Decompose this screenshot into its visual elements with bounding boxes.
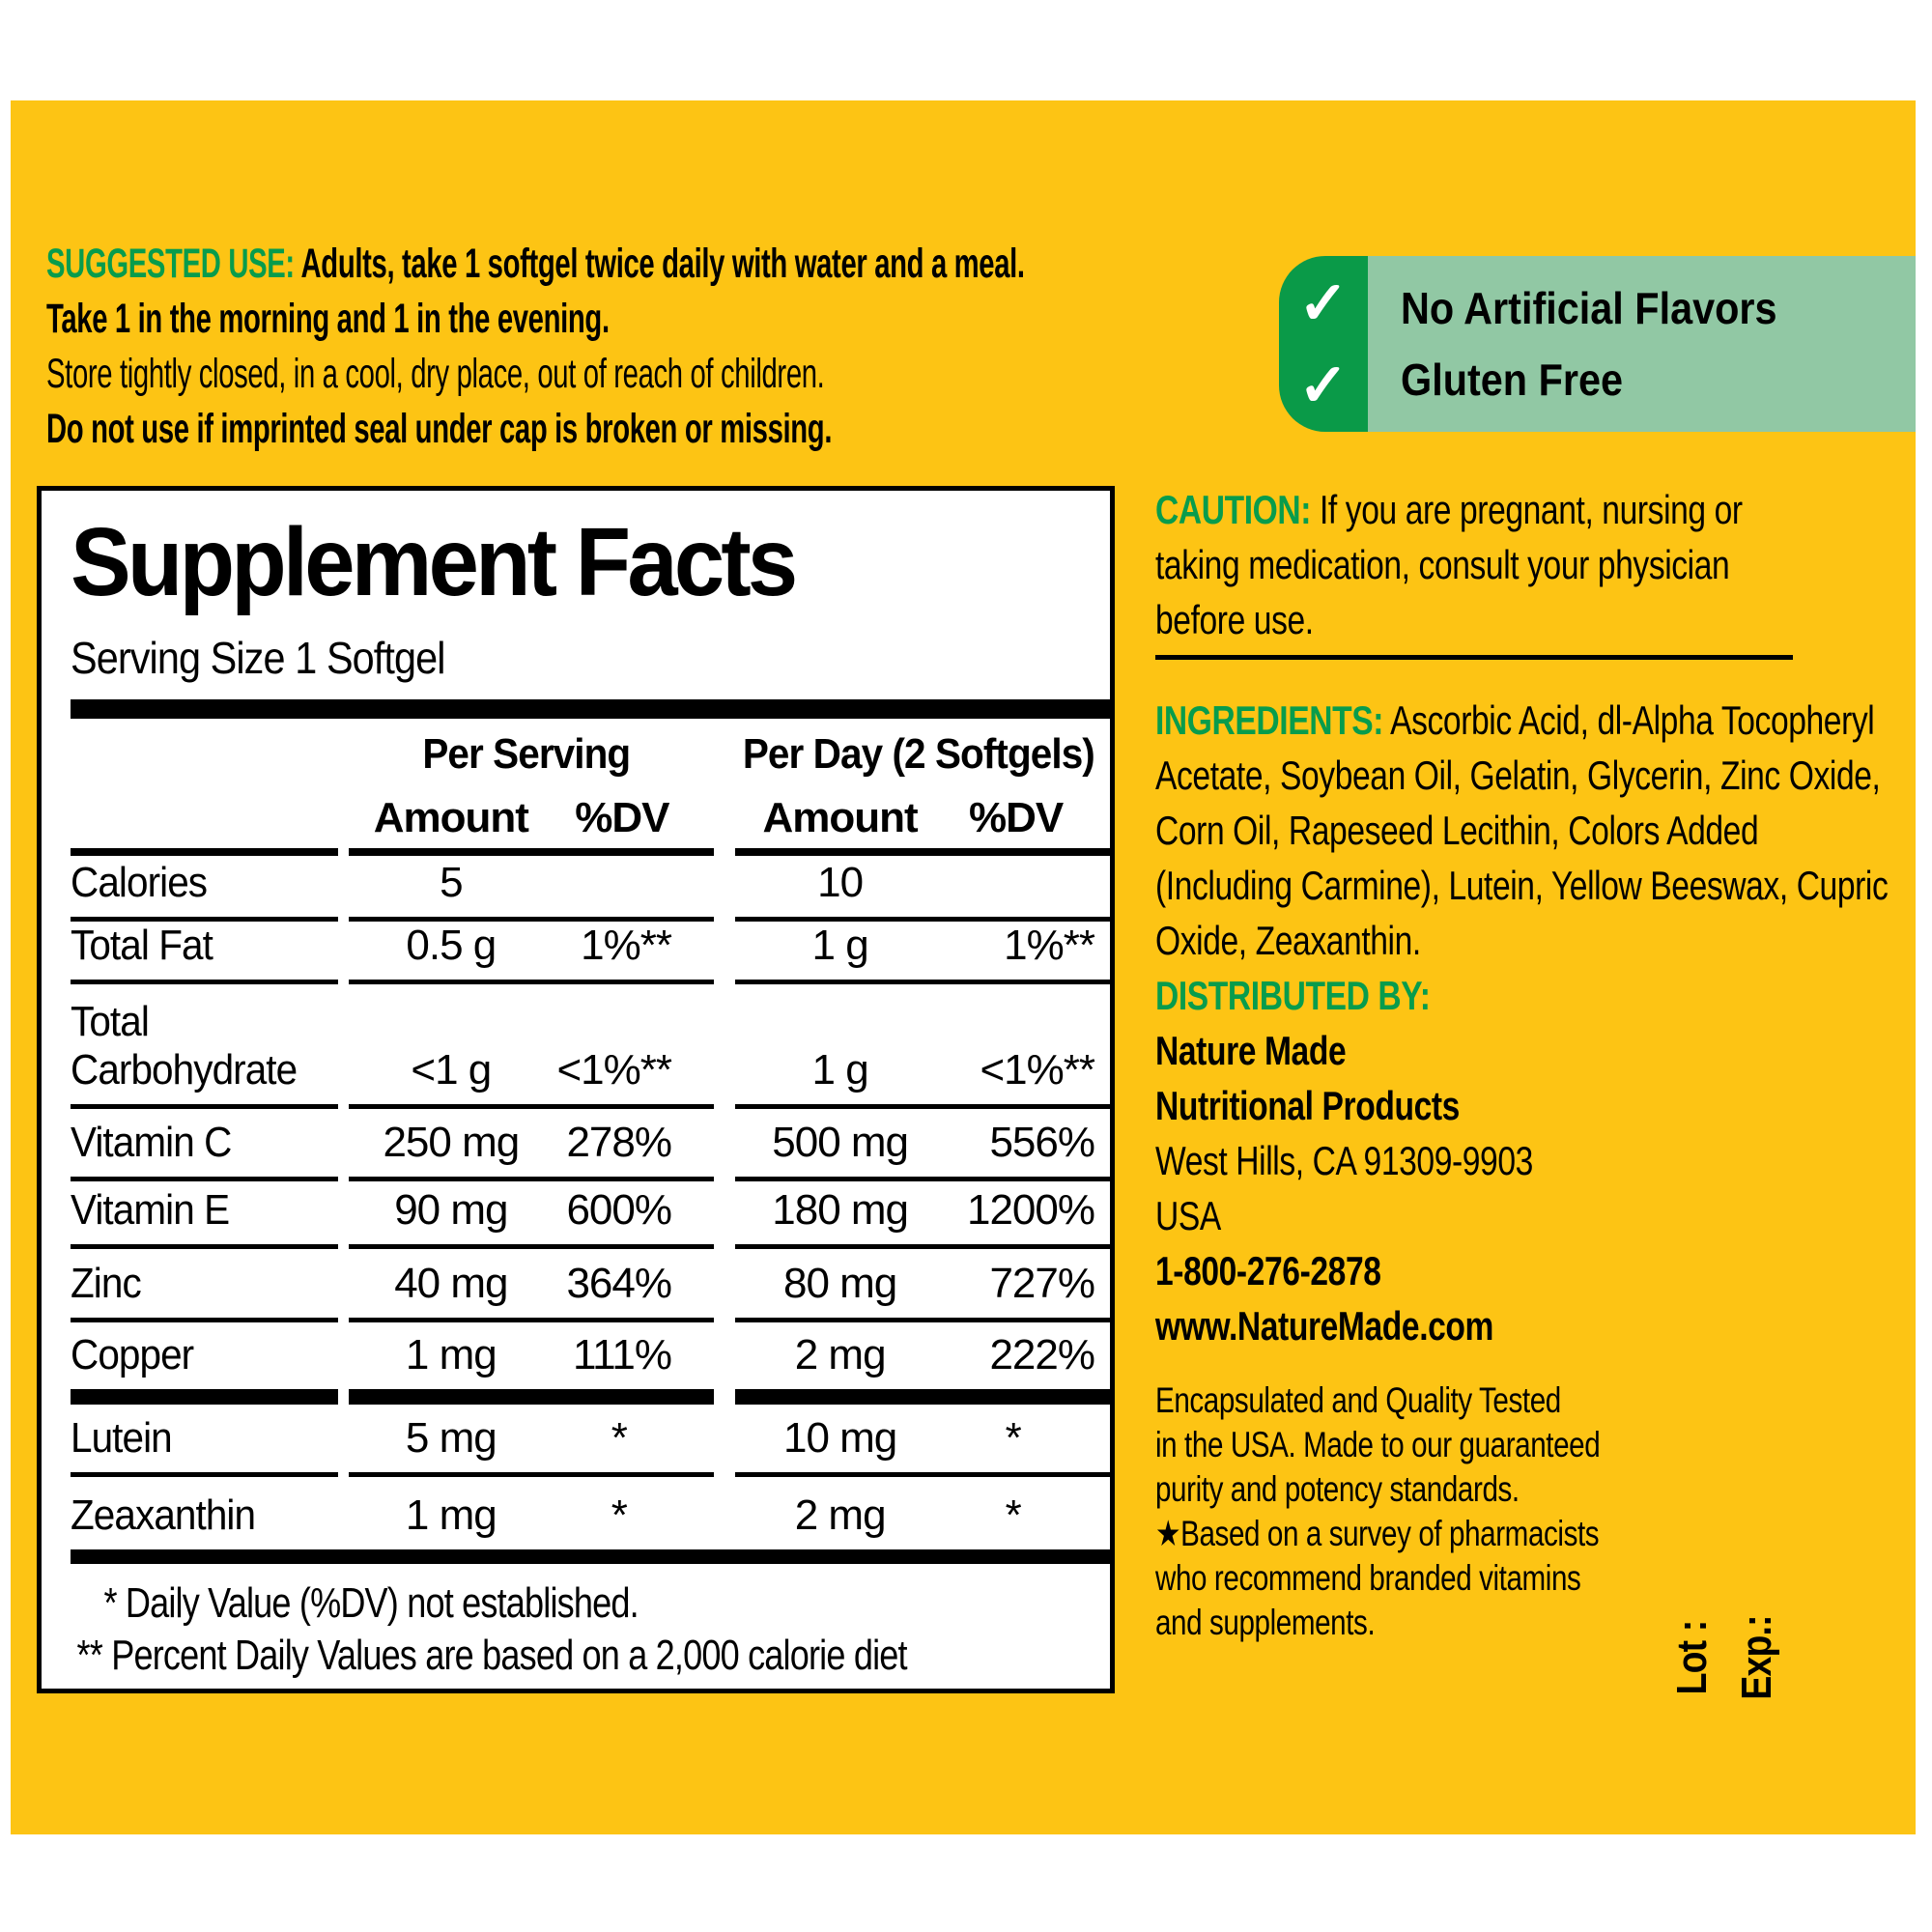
per-day-amount: 1 g	[811, 1046, 868, 1094]
storage-note: Store tightly closed, in a cool, dry place, out of reach of children.	[46, 351, 825, 397]
survey-line: who recommend branded vitamins	[1155, 1558, 1581, 1598]
suggested-use-label: SUGGESTED USE:	[46, 241, 295, 287]
ingredients-section	[1155, 693, 1899, 968]
per-day-header: Per Day (2 Softgels)	[743, 730, 1095, 778]
per-serving-amount: 250 mg	[383, 1119, 520, 1166]
supplement-facts-panel	[37, 486, 1115, 1693]
per-serving-amount: 0.5 g	[406, 922, 497, 969]
claim-no-artificial-flavors: No Artificial Flavors	[1401, 283, 1777, 333]
label-background	[11, 100, 1916, 1834]
per-serving-dv: 278%	[566, 1119, 671, 1166]
dv-header: %DV	[575, 794, 669, 841]
badge-text-column	[1368, 256, 1916, 432]
section-divider	[1155, 655, 1793, 660]
suggested-use-line1: SUGGESTED USE: Adults, take 1 softgel twice daily with water and a meal.	[46, 241, 1025, 287]
thick-divider	[71, 699, 1110, 719]
right-column	[1155, 482, 1899, 1645]
per-serving-amount: 5	[440, 859, 463, 906]
per-day-amount: 500 mg	[772, 1119, 909, 1166]
row-divider	[71, 1177, 1110, 1181]
bottom-thick-divider	[71, 1549, 1110, 1564]
caution-label: CAUTION:	[1155, 487, 1312, 532]
per-serving-amount: 5 mg	[405, 1414, 497, 1462]
website-url: www.NatureMade.com	[1155, 1303, 1494, 1349]
per-day-dv: 727%	[989, 1260, 1094, 1307]
column-group-header	[71, 730, 1110, 779]
badge-check-column	[1279, 256, 1368, 432]
per-day-dv: *	[1005, 1492, 1021, 1539]
row-label: Total Carbohydrate	[71, 998, 298, 1094]
row-label: Zeaxanthin	[71, 1492, 256, 1539]
distributor-section	[1155, 968, 1899, 1353]
phone-number: 1-800-276-2878	[1155, 1248, 1381, 1293]
distributor-address: West Hills, CA 91309-9903	[1155, 1138, 1533, 1183]
per-serving-dv: 1%**	[581, 922, 671, 969]
per-day-dv: 556%	[989, 1119, 1094, 1166]
quality-section	[1155, 1378, 1899, 1645]
per-serving-dv: <1%**	[556, 1046, 671, 1094]
per-day-amount: 10	[817, 859, 864, 906]
checkmark-icon: ✓	[1298, 353, 1349, 419]
amount-header: Amount	[762, 794, 918, 841]
per-serving-amount: 1 mg	[405, 1492, 497, 1539]
per-day-amount: 180 mg	[772, 1186, 909, 1234]
caution-section	[1155, 482, 1820, 647]
per-serving-header: Per Serving	[422, 730, 630, 778]
table-row-lutein	[71, 1405, 1110, 1472]
per-day-dv: *	[1005, 1414, 1021, 1462]
quality-line: Encapsulated and Quality Tested	[1155, 1380, 1561, 1420]
row-label: Vitamin C	[71, 1119, 232, 1166]
survey-line: and supplements.	[1155, 1603, 1376, 1642]
row-label: Calories	[71, 859, 208, 906]
serving-size: Serving Size 1 Softgel	[71, 633, 445, 683]
row-divider	[71, 1104, 1110, 1109]
table-row-total-fat	[71, 922, 1110, 980]
per-serving-amount: 90 mg	[394, 1186, 508, 1234]
per-serving-dv	[554, 859, 714, 907]
table-row-zinc	[71, 1249, 1110, 1318]
distributor-name: Nature Made	[1155, 1028, 1347, 1073]
suggested-use	[46, 237, 1111, 457]
footnote-calorie-diet: ** Percent Daily Values are based on a 2,000 calorie diet	[76, 1632, 907, 1679]
seal-warning: Do not use if imprinted seal under cap is broken or missing.	[46, 406, 833, 452]
row-label: Vitamin E	[71, 1186, 230, 1234]
ingredients-label: INGREDIENTS:	[1155, 697, 1384, 743]
distributor-country: USA	[1155, 1193, 1221, 1238]
row-label: Copper	[71, 1331, 194, 1378]
row-divider	[71, 1318, 1110, 1322]
dv-header: %DV	[969, 794, 1064, 841]
per-day-amount: 10 mg	[782, 1414, 897, 1462]
per-serving-dv: 600%	[566, 1186, 671, 1234]
claims-badge	[1279, 256, 1916, 432]
per-serving-dv: 364%	[566, 1260, 671, 1307]
claim-gluten-free: Gluten Free	[1401, 355, 1624, 405]
per-serving-dv: *	[611, 1492, 627, 1539]
caution-text: If you are pregnant, nursing or taking medication, consult your physician before use.	[1155, 487, 1743, 642]
distributed-by-label: DISTRIBUTED BY:	[1155, 973, 1431, 1018]
row-label: Zinc	[71, 1260, 141, 1307]
table-row-copper	[71, 1322, 1110, 1389]
table-row-total-carbohydrate	[71, 984, 1110, 1104]
per-serving-dv: *	[611, 1414, 627, 1462]
survey-line: ★Based on a survey of pharmacists	[1155, 1514, 1600, 1553]
per-day-amount: 1 g	[811, 922, 868, 969]
distributor-name: Nutritional Products	[1155, 1083, 1460, 1128]
row-label: Total Fat	[71, 922, 213, 969]
ingredients-text: Ascorbic Acid, dl-Alpha Tocopheryl Acetate, Soybean Oil, Gelatin, Glycerin, Zinc Oxide, Corn Oil, Rapeseed Lecithin, Colors Added (Including Carmine), Lutein, Yellow Beeswax, Cupric Oxide, Zeaxanthin.	[1155, 697, 1889, 963]
per-day-dv: <1%**	[980, 1046, 1094, 1094]
row-divider	[71, 1244, 1110, 1249]
exp-label: Exp.:	[1733, 1615, 1780, 1700]
row-label: Lutein	[71, 1414, 172, 1462]
column-header	[71, 786, 1110, 848]
table-row-vitamin-e	[71, 1181, 1110, 1244]
thick-section-divider	[71, 1389, 1110, 1405]
per-day-amount: 2 mg	[794, 1492, 886, 1539]
footnotes	[71, 1577, 923, 1682]
per-serving-dv: 111%	[572, 1331, 671, 1378]
amount-header: Amount	[373, 794, 528, 841]
per-day-dv: 222%	[989, 1331, 1094, 1378]
per-serving-amount: <1 g	[411, 1046, 492, 1094]
suggested-use-line2: Take 1 in the morning and 1 in the evening.	[46, 296, 610, 342]
footnote-dv: * Daily Value (%DV) not established.	[103, 1579, 639, 1627]
per-serving-amount: 1 mg	[405, 1331, 497, 1378]
table-row-zeaxanthin	[71, 1477, 1110, 1549]
per-day-amount: 2 mg	[794, 1331, 886, 1378]
quality-line: in the USA. Made to our guaranteed	[1155, 1425, 1601, 1464]
row-divider	[71, 1472, 1110, 1477]
per-day-dv: 1200%	[966, 1186, 1094, 1234]
quality-line: purity and potency standards.	[1155, 1469, 1520, 1509]
table-row-calories	[71, 856, 1110, 917]
row-divider	[71, 980, 1110, 984]
lot-label: Lot :	[1668, 1620, 1716, 1695]
medium-divider	[71, 848, 1110, 856]
table-row-vitamin-c	[71, 1109, 1110, 1177]
checkmark-icon: ✓	[1298, 270, 1349, 337]
per-serving-amount: 40 mg	[394, 1260, 508, 1307]
per-day-dv	[945, 859, 1110, 907]
per-day-dv: 1%**	[1004, 922, 1094, 969]
per-day-amount: 80 mg	[782, 1260, 897, 1307]
supplement-facts-title: Supplement Facts	[71, 508, 795, 616]
